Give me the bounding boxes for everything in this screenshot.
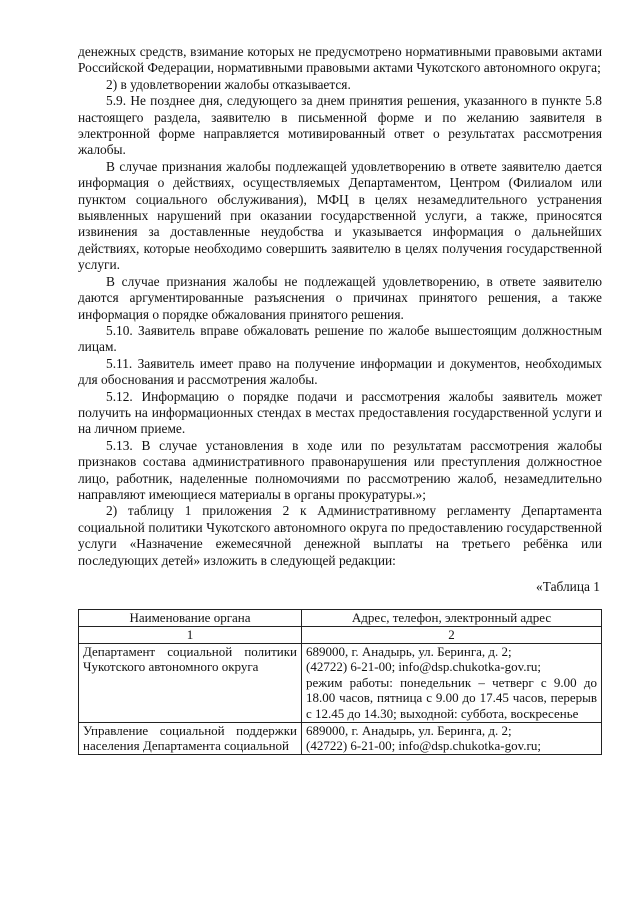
paragraph-5-11: 5.11. Заявитель имеет право на получение информации и документов, необходимых для обоснования и рассмотрения жалобы. [78, 355, 602, 388]
paragraph-5-10: 5.10. Заявитель вправе обжаловать решение по жалобе вышестоящим должностным лицам. [78, 322, 602, 355]
organ-address: 689000, г. Анадырь, ул. Беринга, д. 2; [306, 722, 512, 738]
organ-address: 689000, г. Анадырь, ул. Беринга, д. 2; [306, 643, 512, 659]
paragraph-5-12: 5.12. Информацию о порядке подачи и рассмотрения жалобы заявитель может получить на информационных стендах в местах предоставления государственной услуги и на личном приеме. [78, 388, 602, 437]
paragraph-complaint-rejected: В случае признания жалобы не подлежащей удовлетворению, в ответе заявителю даются аргументированные разъяснения о причинах принятого решения, а также информация о порядке обжалования принятого решения. [78, 273, 602, 322]
paragraph-refusal: 2) в удовлетворении жалобы отказывается. [106, 76, 351, 92]
column-number-2: 2 [302, 627, 602, 644]
table-row [79, 722, 602, 754]
organ-contacts [302, 722, 602, 754]
paragraph-complaint-satisfied: В случае признания жалобы подлежащей удовлетворению в ответе заявителю дается информация о действиях, осуществляемых Департаментом, Центром (Филиалом или пунктом социального обслуживания), МФЦ в целях незамедлительного устранения выявленных нарушений при оказании государственной услуги, а также, приносятся извинения за доставленные неудобства и указывается информация о дальнейших действиях, которые необходимо совершить заявителю в целях получения государственной услуги. [78, 158, 602, 273]
contacts-table [78, 609, 602, 754]
paragraph-table-amendment: 2) таблицу 1 приложения 2 к Административному регламенту Департамента социальной политики Чукотского автономного округа по предоставлению государственной услуги «Назначение ежемесячной денежной выплаты на третьего ребёнка или последующих детей» изложить в следующей редакции: [78, 503, 602, 568]
paragraph-continuation: денежных средств, взимание которых не предусмотрено нормативными правовыми актами Российской Федерации, нормативными правовыми актами Чукотского автономного округа; [78, 44, 602, 76]
organ-contacts [302, 643, 602, 722]
column-number-1: 1 [79, 627, 302, 644]
table-row [79, 643, 602, 722]
organ-working-hours: режим работы: понедельник – четверг с 9.00 до 18.00 часов, пятница с 9.00 до 17.45 часов, перерыв с 12.45 до 14.30; выходной: суббота, воскресенье [306, 674, 597, 721]
table-caption: «Таблица 1 [536, 579, 600, 594]
header-address: Адрес, телефон, электронный адрес [302, 610, 602, 627]
paragraph-5-13: 5.13. В случае установления в ходе или по результатам рассмотрения жалобы признаков состава административного правонарушения или преступления должностное лицо, работник, наделенные полномочиями по рассмотрению жалоб, незамедлительно направляют имеющиеся материалы в органы прокуратуры.»; [78, 437, 602, 502]
header-organ: Наименование органа [79, 610, 302, 627]
organ-phone-email: (42722) 6-21-00; info@dsp.chukotka-gov.ru; [306, 659, 541, 675]
organ-name: Департамент социальной политики Чукотского автономного округа [79, 643, 302, 722]
paragraph-5-9: 5.9. Не позднее дня, следующего за днем принятия решения, указанного в пункте 5.8 настоящего раздела, заявителю в письменной форме и по желанию заявителя в электронной форме направляется мотивированный ответ о результатах рассмотрения жалобы. [78, 93, 602, 158]
table-number-row [79, 627, 602, 644]
table-header-row [79, 610, 602, 627]
organ-phone-email: (42722) 6-21-00; info@dsp.chukotka-gov.ru; [306, 738, 541, 754]
organ-name: Управление социальной поддержки населения Департамента социальной [79, 722, 302, 754]
document-page [78, 44, 602, 755]
